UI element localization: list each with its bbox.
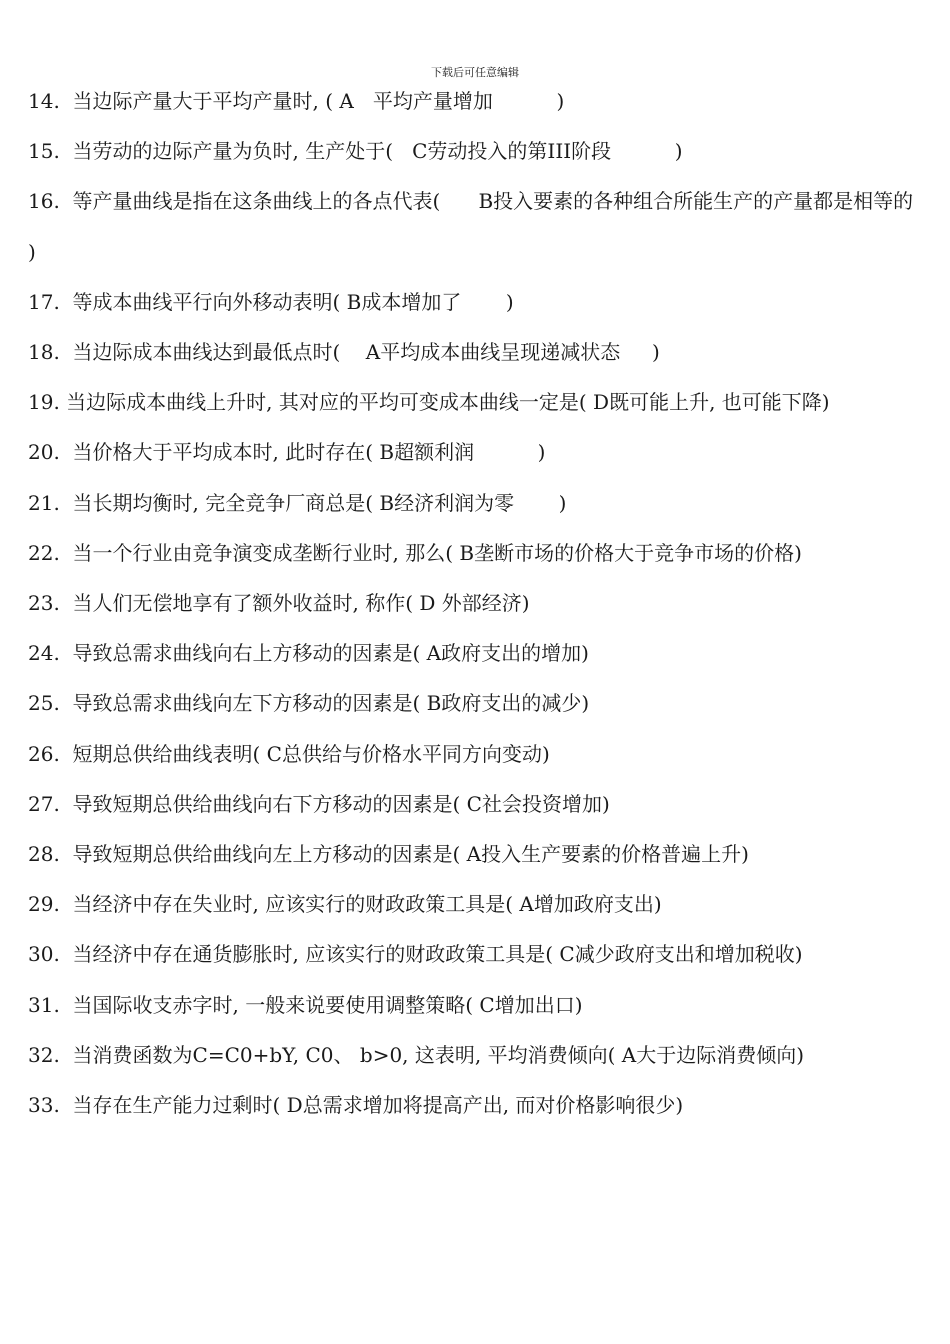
question-item: 29. 当经济中存在失业时, 应该实行的财政政策工具是( A增加政府支出) <box>28 892 662 917</box>
question-item: 33. 当存在生产能力过剩时( D总需求增加将提高产出, 而对价格影响很少) <box>28 1093 684 1118</box>
question-item: 23. 当人们无偿地享有了额外收益时, 称作( D 外部经济) <box>28 591 530 616</box>
question-item: 25. 导致总需求曲线向左下方移动的因素是( B政府支出的减少) <box>28 691 590 716</box>
question-item: 31. 当国际收支赤字时, 一般来说要使用调整策略( C增加出口) <box>28 992 583 1017</box>
question-item: 26. 短期总供给曲线表明( C总供给与价格水平同方向变动) <box>28 741 550 766</box>
question-item: 30. 当经济中存在通货膨胀时, 应该实行的财政政策工具是( C减少政府支出和增加税收) <box>28 942 803 967</box>
question-item: 15. 当劳动的边际产量为负时, 生产处于( C劳动投入的第III阶段 ) <box>28 139 683 164</box>
question-item: 21. 当长期均衡时, 完全竞争厂商总是( B经济利润为零 ) <box>28 490 567 515</box>
question-item: 17. 等成本曲线平行向外移动表明( B成本增加了 ) <box>28 289 514 314</box>
question-item: 16. 等产量曲线是指在这条曲线上的各点代表( B投入要素的各种组合所能生产的产量都是相等的 ) <box>28 189 939 264</box>
header-note: 下载后可任意编辑 <box>431 66 519 79</box>
question-item: 32. 当消费函数为C=C0+bY, C0、 b>0, 这表明, 平均消费倾向( A大于边际消费倾向) <box>28 1042 805 1067</box>
question-item: 27. 导致短期总供给曲线向右下方移动的因素是( C社会投资增加) <box>28 791 610 816</box>
question-item: 28. 导致短期总供给曲线向左上方移动的因素是( A投入生产要素的价格普遍上升) <box>28 842 749 867</box>
question-item: 19. 当边际成本曲线上升时, 其对应的平均可变成本曲线一定是( D既可能上升, 也可能下降) <box>28 390 830 415</box>
question-item: 18. 当边际成本曲线达到最低点时( A平均成本曲线呈现递减状态 ) <box>28 340 660 365</box>
question-item: 24. 导致总需求曲线向右上方移动的因素是( A政府支出的增加) <box>28 641 589 666</box>
question-item: 22. 当一个行业由竞争演变成垄断行业时, 那么( B垄断市场的价格大于竞争市场的价格) <box>28 540 802 565</box>
question-item: 20. 当价格大于平均成本时, 此时存在( B超额利润 ) <box>28 440 546 465</box>
question-item: 14. 当边际产量大于平均产量时, ( A 平均产量增加 ) <box>28 89 565 113</box>
question-list <box>28 76 939 1130</box>
